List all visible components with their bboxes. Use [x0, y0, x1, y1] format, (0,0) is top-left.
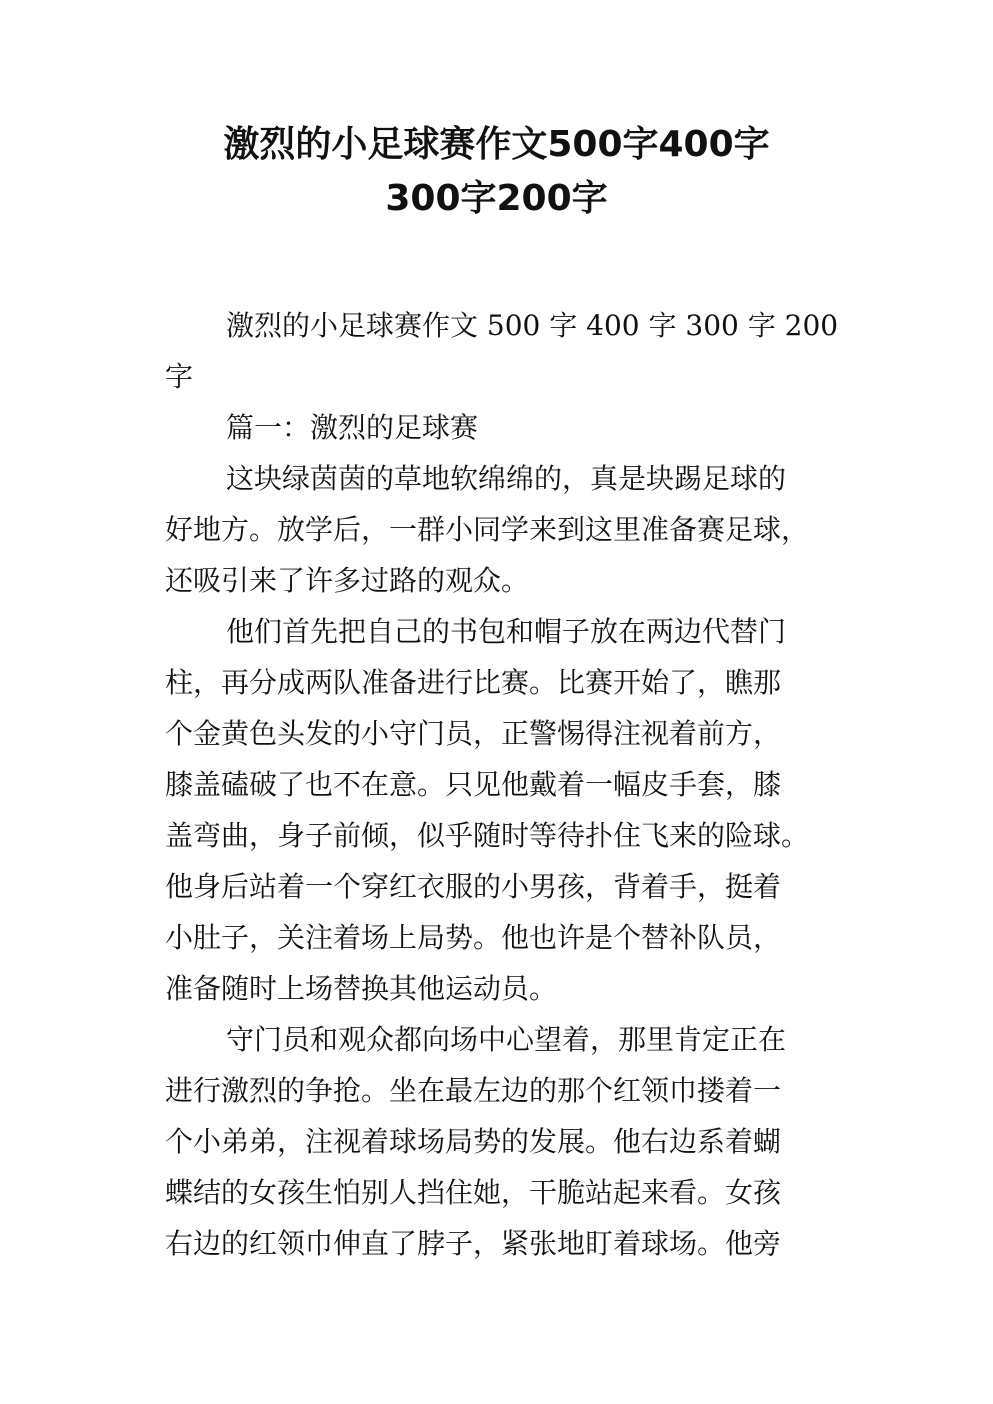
paragraph-line: 他身后站着一个穿红衣服的小男孩，背着手，挺着 [165, 870, 782, 903]
paragraph-line: 个金黄色头发的小守门员，正警惕得注视着前方， [165, 717, 782, 750]
paragraph [165, 606, 830, 1014]
paragraph-line: 还吸引来了许多过路的观众。 [165, 564, 530, 597]
paragraph-line: 进行激烈的争抢。坐在最左边的那个红领巾搂着一 [165, 1074, 782, 1107]
paragraph-line: 他们首先把自己的书包和帽子放在两边代替门 [226, 615, 787, 648]
document-title [120, 118, 873, 226]
title-line-2: 300字200字 [385, 178, 608, 219]
paragraph-line: 准备随时上场替换其他运动员。 [165, 972, 558, 1005]
document-body [165, 300, 839, 1269]
paragraph-intro [165, 300, 839, 402]
paragraph-line: 膝盖磕破了也不在意。只见他戴着一幅皮手套，膝 [165, 768, 782, 801]
paragraph [165, 453, 830, 606]
paragraph-line: 蝶结的女孩生怕别人挡住她，干脆站起来看。女孩 [165, 1176, 782, 1209]
paragraph-line: 这块绿茵茵的草地软绵绵的，真是块踢足球的 [226, 462, 787, 495]
title-line-1: 激烈的小足球赛作文500字400字 [223, 124, 770, 165]
paragraph-line: 好地方。放学后，一群小同学来到这里准备赛足球， [165, 513, 810, 546]
section-heading-text: 篇一：激烈的足球赛 [226, 411, 479, 444]
paragraph-line: 守门员和观众都向场中心望着，那里肯定正在 [226, 1023, 787, 1056]
paragraph-line: 个小弟弟，注视着球场局势的发展。他右边系着蝴 [165, 1125, 782, 1158]
paragraph-line: 字 [165, 360, 194, 393]
paragraph-line: 盖弯曲，身子前倾，似乎随时等待扑住飞来的险球。 [165, 819, 810, 852]
paragraph-line: 小肚子，关注着场上局势。他也许是个替补队员， [165, 921, 782, 954]
paragraph-line: 柱，再分成两队准备进行比赛。比赛开始了，瞧那 [165, 666, 782, 699]
paragraph [165, 1014, 830, 1269]
paragraph-line: 激烈的小足球赛作文 500 字 400 字 300 字 200 [226, 309, 839, 342]
paragraph-line: 右边的红领巾伸直了脖子，紧张地盯着球场。他旁 [165, 1227, 782, 1260]
section-heading [165, 402, 830, 453]
